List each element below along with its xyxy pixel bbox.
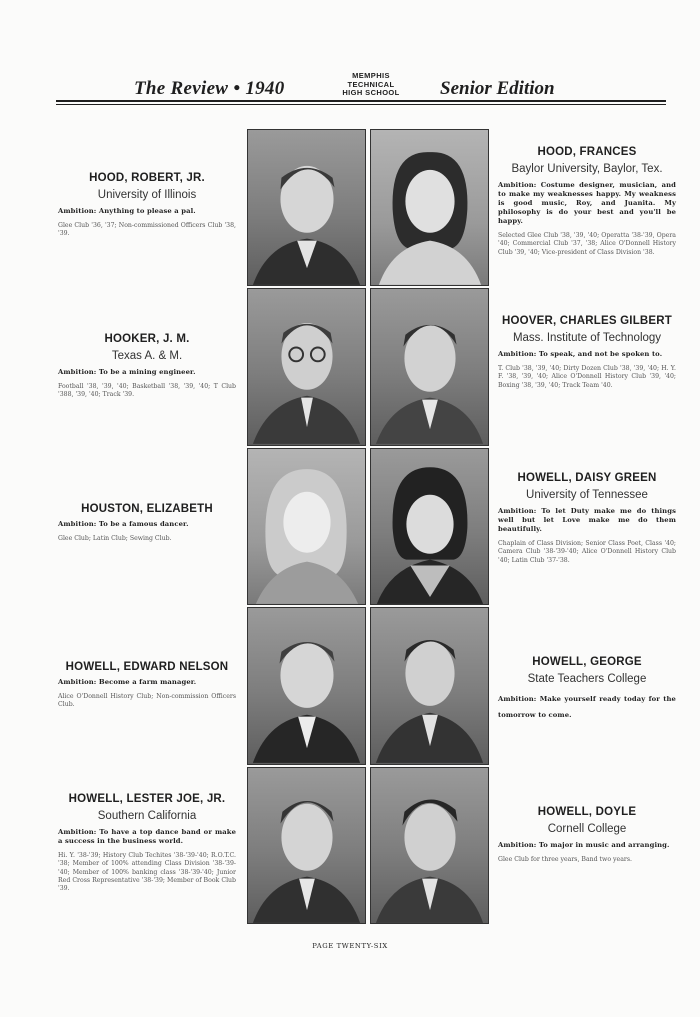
school-name xyxy=(338,72,404,98)
student-name: HOOD, FRANCES xyxy=(537,146,637,158)
bio-houston-elizabeth xyxy=(58,503,236,543)
student-school: State Teachers College xyxy=(527,673,647,685)
bio-howell-doyle xyxy=(498,806,676,864)
student-ambition: Ambition: Anything to please a pal. xyxy=(58,207,196,215)
edition-title: Senior Edition xyxy=(440,78,555,99)
student-activities: T. Club '38, '39, '40; Dirty Dozen Club '38, '39, '40; H. Y. F. '38, '39, '40; Alice O'Donnell History Club '39, '40; Boxing '38, '39, '40; Track Team '40. xyxy=(498,365,676,389)
portrait-hood-robert xyxy=(247,129,366,286)
publication-title: The Review • 1940 xyxy=(134,78,285,99)
portrait-howell-edward xyxy=(247,607,366,764)
bio-howell-lester xyxy=(58,793,236,893)
student-ambition: Ambition: To be a famous dancer. xyxy=(58,520,189,528)
student-school: Baylor University, Baylor, Tex. xyxy=(511,163,663,175)
student-school: University of Tennessee xyxy=(526,489,648,501)
portrait-hood-frances xyxy=(370,129,489,286)
student-name: HOOVER, CHARLES GILBERT xyxy=(501,315,673,327)
student-name: HOUSTON, ELIZABETH xyxy=(81,503,213,515)
student-school: Mass. Institute of Technology xyxy=(512,332,662,344)
student-activities: Glee Club for three years, Band two years. xyxy=(498,856,632,863)
school-name-line: TECHNICAL xyxy=(347,79,395,89)
student-school: Southern California xyxy=(97,810,197,822)
student-ambition: Ambition: To have a top dance band or make a success in the business world. xyxy=(58,828,236,845)
bio-hoover-charles xyxy=(498,315,676,390)
student-ambition: Ambition: Become a farm manager. xyxy=(58,678,197,686)
student-activities: Hi. Y. '38-'39; History Club Techites '38-'39-'40; R.O.T.C. '38; Member of 100% attending Class Division '38-'39-'40; Member of 100% banking class '38-'39-'40; Junior Red Cross Representative '38-'39; Member of Book Club '39. xyxy=(58,852,236,893)
student-school: University of Illinois xyxy=(97,189,197,201)
student-school: Texas A. & M. xyxy=(111,350,183,362)
page-number: PAGE TWENTY-SIX xyxy=(312,942,388,950)
student-activities: Chaplain of Class Division; Senior Class Poet, Class '40; Camera Club '38-'39-'40; Alice O'Donnell History Club '40; Latin Club '37-'38. xyxy=(498,540,676,564)
student-name: HOWELL, DOYLE xyxy=(537,806,637,818)
school-name-line: MEMPHIS xyxy=(352,71,390,80)
student-name: HOOD, ROBERT, JR. xyxy=(89,172,205,184)
portrait-howell-doyle xyxy=(370,767,489,924)
portrait-howell-george xyxy=(370,607,489,764)
header-rule xyxy=(56,100,666,102)
portrait-howell-daisy xyxy=(370,448,489,605)
student-name: HOWELL, EDWARD NELSON xyxy=(65,661,229,673)
bio-hooker-jm xyxy=(58,333,236,400)
student-ambition: Ambition: To let Duty make me do things well but let Love make me do them beautifully. xyxy=(498,507,676,533)
student-ambition: Ambition: Costume designer, musician, and to make my weaknesses happy. My weakness is good music, Roy, and Juanita. My philosophy is do your best and you'll be happy. xyxy=(498,181,676,225)
student-name: HOWELL, GEORGE xyxy=(532,656,642,668)
bio-howell-edward xyxy=(58,661,236,710)
student-school: Cornell College xyxy=(547,823,627,835)
student-ambition: Ambition: Make yourself ready today for the tomorrow to come. xyxy=(498,695,676,719)
student-activities: Glee Club; Latin Club; Sewing Club. xyxy=(58,535,172,542)
header-rule-thin xyxy=(56,104,666,105)
bio-howell-daisy xyxy=(498,472,676,565)
student-activities: Selected Glee Club '38, '39, '40; Operatta '38-'39, Opera '40; Commercial Club '37, '38; Alice O'Donnell History Club '39, '40; Vice-president of Class Division '38. xyxy=(498,232,676,256)
student-ambition: Ambition: To speak, and not be spoken to. xyxy=(498,350,663,358)
portrait-houston-elizabeth xyxy=(247,448,366,605)
student-activities: Glee Club '36, '37; Non-commissioned Officers Club '38, '39. xyxy=(58,222,236,238)
bio-howell-george xyxy=(498,656,676,729)
student-name: HOOKER, J. M. xyxy=(104,333,190,345)
student-activities: Alice O'Donnell History Club; Non-commission Officers Club. xyxy=(58,693,236,709)
student-ambition: Ambition: To be a mining engineer. xyxy=(58,368,196,376)
student-name: HOWELL, LESTER JOE, JR. xyxy=(68,793,226,805)
portrait-hooker-jm xyxy=(247,288,366,445)
bio-hood-frances xyxy=(498,146,676,257)
student-ambition: Ambition: To major in music and arranging. xyxy=(498,841,670,849)
student-activities: Football '38, '39, '40; Basketball '38, '39, '40; T Club '388, '39, '40; Track '39. xyxy=(58,383,236,399)
bio-hood-robert xyxy=(58,172,236,239)
portrait-grid xyxy=(247,129,490,926)
school-name-line: HIGH SCHOOL xyxy=(342,88,400,97)
portrait-howell-lester xyxy=(247,767,366,924)
student-name: HOWELL, DAISY GREEN xyxy=(517,472,657,484)
portrait-hoover-charles xyxy=(370,288,489,445)
